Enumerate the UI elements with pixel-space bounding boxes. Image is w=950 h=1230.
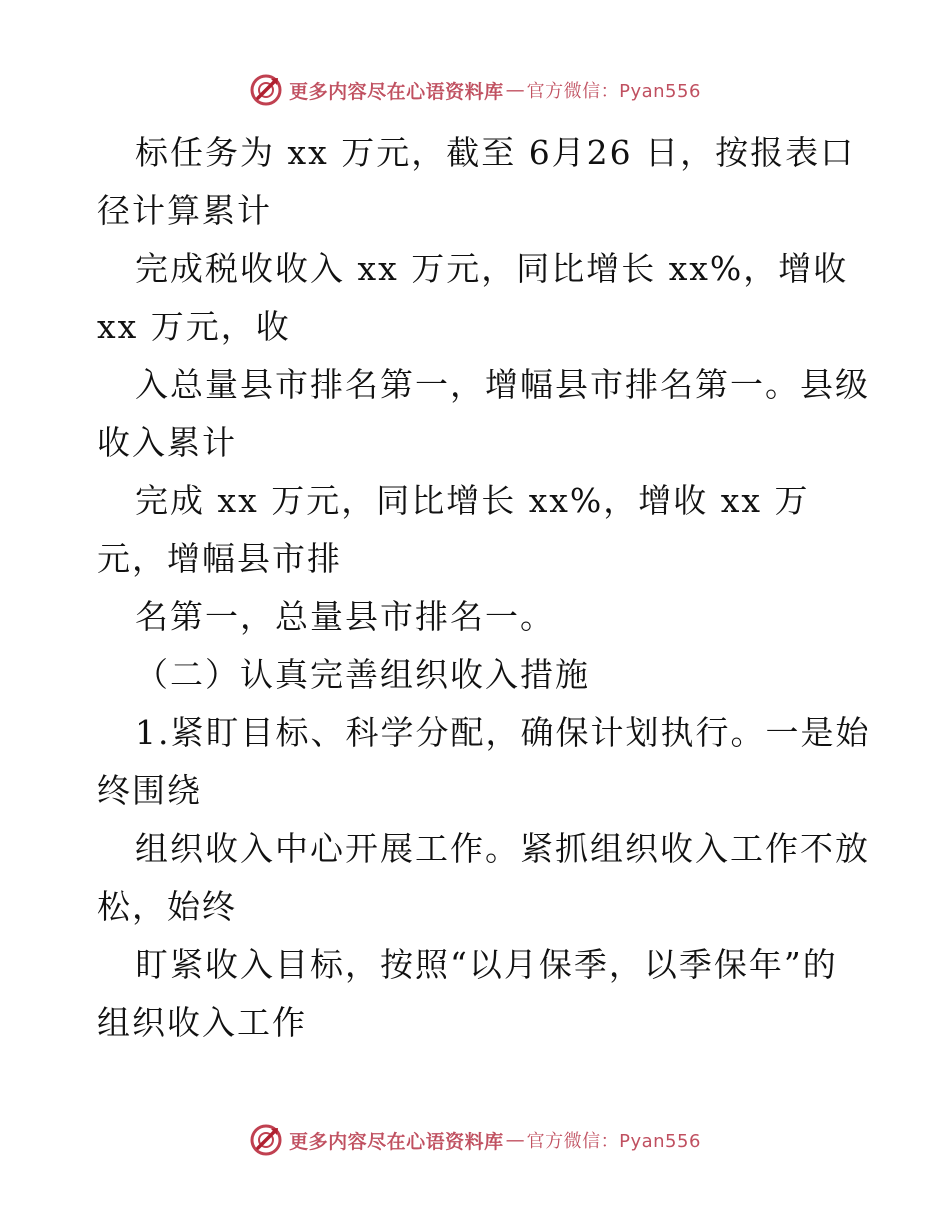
header-banner	[0, 70, 950, 110]
body-line: 组织收入工作	[97, 1003, 307, 1042]
banner-wechat: 官方微信：Pyan556	[526, 81, 701, 102]
logo-icon	[249, 73, 283, 107]
body-line: xx 万元，收	[97, 307, 291, 346]
document-body	[97, 124, 871, 1052]
banner-wechat: 官方微信：Pyan556	[526, 1131, 701, 1152]
banner-dash: —	[505, 79, 525, 101]
body-line: 入总量县市排名第一，增幅县市排名第一。县级	[135, 365, 870, 404]
footer-banner	[0, 1120, 950, 1160]
body-line: 径计算累计	[97, 191, 272, 230]
body-line: 名第一，总量县市排名一。	[135, 597, 555, 636]
banner-slogan: 更多内容尽在心语资料库	[289, 80, 504, 103]
body-line: 松，始终	[97, 887, 237, 926]
body-line: 1.紧盯目标、科学分配，确保计划执行。一是始	[135, 713, 871, 752]
banner-slogan: 更多内容尽在心语资料库	[289, 1130, 504, 1153]
section-heading: （二）认真完善组织收入措施	[135, 655, 590, 694]
body-line: 终围绕	[97, 771, 202, 810]
logo-icon	[249, 1123, 283, 1157]
body-line: 元，增幅县市排	[97, 539, 342, 578]
body-line: 完成税收收入 xx 万元，同比增长 xx%，增收	[135, 249, 849, 288]
body-line: 盯紧收入目标，按照“以月保季，以季保年”的	[135, 945, 838, 984]
body-line: 完成 xx 万元，同比增长 xx%，增收 xx 万	[135, 481, 810, 520]
body-line: 组织收入中心开展工作。紧抓组织收入工作不放	[135, 829, 870, 868]
body-line: 收入累计	[97, 423, 237, 462]
body-line: 标任务为 xx 万元，截至 6月26 日，按报表口	[135, 133, 856, 172]
banner-dash: —	[505, 1129, 525, 1151]
